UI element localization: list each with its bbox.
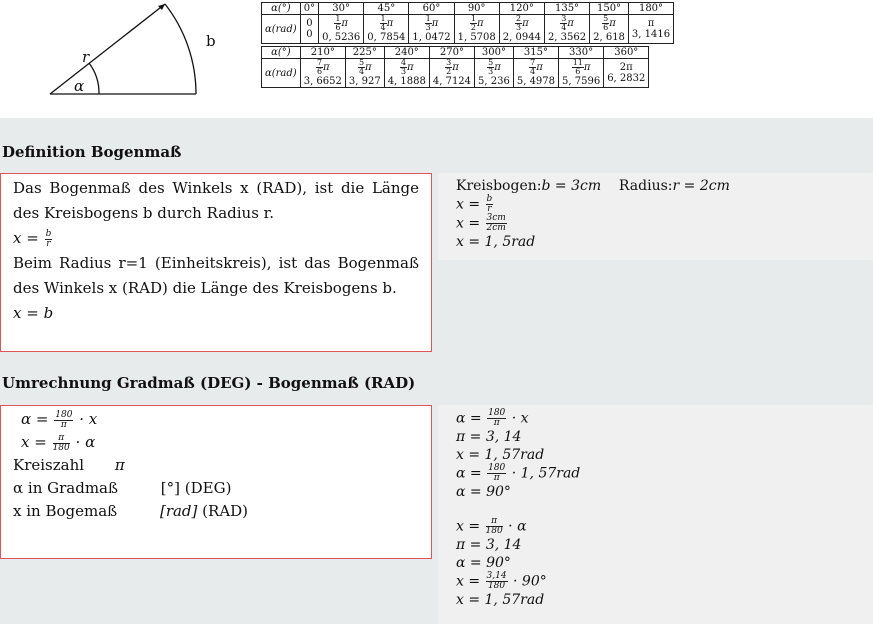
conversion-box xyxy=(0,405,432,559)
radian-cell xyxy=(604,59,649,88)
degree-cell: 45° xyxy=(364,3,409,15)
definition-text-1: Das Bogenmaß des Winkels x (RAD), ist die Länge xyxy=(13,179,419,197)
radian-cell xyxy=(384,59,429,88)
kreiszahl-row: Kreiszahl π xyxy=(13,456,125,474)
definition-text-2: des Kreisbogens b durch Radius r. xyxy=(13,204,274,222)
radian-decimal: 2, 0944 xyxy=(502,32,541,43)
degree-cell: 210° xyxy=(300,47,345,59)
example-givens: Kreisbogen:b = 3cm Radius:r = 2cm xyxy=(456,178,730,194)
radian-fraction: π xyxy=(647,18,655,29)
radian-fraction: $\frac{1}{6}$ π xyxy=(335,14,348,32)
radian-decimal: 1, 0472 xyxy=(412,32,451,43)
definition-text-3: Beim Radius r=1 (Einheitskreis), ist das Bogenmaß xyxy=(13,254,419,272)
example-panel-1 xyxy=(438,173,873,260)
radian-cell xyxy=(499,15,544,44)
radian-fraction: 2π xyxy=(619,62,633,73)
definition-formula: x = $\frac{b}{r}$ xyxy=(13,228,52,249)
radian-cell xyxy=(454,15,499,44)
definition-text-4: des Winkels x (RAD) die Länge des Kreisbogens b. xyxy=(13,279,397,297)
degree-cell: 225° xyxy=(345,47,384,59)
radian-fraction: $\frac{2}{3}$ π xyxy=(516,14,529,32)
row-header: α(rad) xyxy=(262,59,301,88)
radian-row xyxy=(262,59,649,88)
sector-diagram xyxy=(0,0,230,110)
degree-row xyxy=(262,3,674,15)
example2-formula: α = $\frac{180}{\pi}$ · x xyxy=(456,408,529,428)
degree-cell: 120° xyxy=(499,3,544,15)
radian-cell xyxy=(513,59,558,88)
degree-cell: 315° xyxy=(513,47,558,59)
radian-cell xyxy=(364,15,409,44)
angle-label: α xyxy=(74,77,85,95)
section-heading-definition: Definition Bogenmaß xyxy=(2,143,182,161)
radian-decimal: 3, 6652 xyxy=(303,76,342,87)
radian-cell xyxy=(559,59,604,88)
example3-formula: x = $\frac{\pi}{180}$ · α xyxy=(456,516,527,536)
degree-cell: 180° xyxy=(628,3,673,15)
radian-decimal: 5, 7596 xyxy=(562,76,601,87)
example3-substitution: x = $\frac{3,14}{180}$ · 90° xyxy=(456,571,547,591)
radian-fraction: $\frac{3}{2}$ π xyxy=(446,58,459,76)
radian-decimal: 0, 5236 xyxy=(322,32,361,43)
radian-fraction: $\frac{5}{4}$ π xyxy=(358,58,372,76)
angle-table-top xyxy=(261,2,674,44)
x-unit-row: x in Bogemaß [rad] (RAD) xyxy=(13,502,249,520)
example3-result: x = 1, 57rad xyxy=(456,592,545,608)
degree-cell: 270° xyxy=(429,47,474,59)
radian-fraction: $\frac{1}{2}$ π xyxy=(470,14,484,32)
formula-rad: x = $\frac{\pi}{180}$ · α xyxy=(21,432,96,453)
example-panel-2 xyxy=(438,405,873,624)
arc-label: b xyxy=(206,32,216,50)
radian-cell xyxy=(429,59,474,88)
radian-decimal: 5, 4978 xyxy=(516,76,556,87)
sector-svg xyxy=(0,0,230,110)
row-header: α(rad) xyxy=(262,15,301,44)
section-heading-conversion: Umrechnung Gradmaß (DEG) - Bogenmaß (RAD) xyxy=(2,374,416,392)
angle-table-bottom xyxy=(261,46,649,88)
example-result: x = 1, 5rad xyxy=(456,234,536,250)
radian-decimal: 2, 618 xyxy=(593,32,625,43)
radian-fraction: $\frac{5}{6}$ π xyxy=(603,14,616,32)
degree-cell: 330° xyxy=(559,47,604,59)
formula-deg: α = $\frac{180}{\pi}$ · x xyxy=(21,409,98,430)
alpha-unit-row: α in Gradmaß [°] (DEG) xyxy=(13,479,232,497)
radian-fraction: $\frac{5}{3}$ π xyxy=(488,58,501,76)
degree-cell: 0° xyxy=(300,3,318,15)
row-header: α(°) xyxy=(262,47,301,59)
degree-cell: 135° xyxy=(544,3,589,15)
example-substitution: x = $\frac{3cm}{2cm}$ xyxy=(456,213,506,233)
example2-substitution: α = $\frac{180}{\pi}$ · 1, 57rad xyxy=(456,463,581,483)
radian-fraction: $\frac{3}{4}$ π xyxy=(561,14,574,32)
radian-cell xyxy=(544,15,589,44)
radian-cell xyxy=(345,59,384,88)
radian-decimal: 0, 7854 xyxy=(367,32,406,43)
degree-cell: 300° xyxy=(475,47,514,59)
example-formula: x = $\frac{b}{r}$ xyxy=(456,194,493,214)
radian-decimal: 1, 5708 xyxy=(457,32,496,43)
radian-decimal: 5, 236 xyxy=(478,76,510,87)
radian-cell xyxy=(319,15,364,44)
radian-decimal: 3, 1416 xyxy=(631,29,671,40)
radian-fraction: $\frac{1}{4}$ π xyxy=(380,14,394,32)
degree-cell: 30° xyxy=(319,3,364,15)
fraction: $\frac{b}{r}$ xyxy=(45,228,52,249)
example3-alpha: α = 90° xyxy=(456,555,511,571)
example3-pi: π = 3, 14 xyxy=(456,537,522,553)
radian-cell xyxy=(300,15,318,44)
definition-box xyxy=(0,173,432,352)
example2-x: x = 1, 57rad xyxy=(456,447,545,463)
radian-cell xyxy=(590,15,629,44)
example2-pi: π = 3, 14 xyxy=(456,429,522,445)
radian-fraction: $\frac{7}{4}$ π xyxy=(530,58,543,76)
radian-cell xyxy=(300,59,345,88)
example2-result: α = 90° xyxy=(456,484,511,500)
radian-fraction: $\frac{11}{6}$ π xyxy=(572,58,591,76)
degree-cell: 90° xyxy=(454,3,499,15)
radian-fraction: $\frac{1}{3}$ π xyxy=(425,14,439,32)
radian-decimal: 6, 2832 xyxy=(607,73,646,84)
radian-decimal: 3, 927 xyxy=(348,76,381,87)
definition-formula-2: x = b xyxy=(13,304,54,322)
radian-cell xyxy=(475,59,514,88)
radian-decimal: 4, 7124 xyxy=(432,76,472,87)
radius-label: r xyxy=(82,48,90,66)
degree-row xyxy=(262,47,649,59)
radian-fraction: $\frac{7}{6}$ π xyxy=(316,58,330,76)
degree-cell: 150° xyxy=(590,3,629,15)
radian-cell xyxy=(628,15,673,44)
radian-decimal: 4, 1888 xyxy=(387,76,426,87)
radian-row xyxy=(262,15,674,44)
radian-cell xyxy=(409,15,454,44)
radian-fraction: 0 xyxy=(306,18,313,29)
degree-cell: 240° xyxy=(384,47,429,59)
degree-cell: 360° xyxy=(604,47,649,59)
row-header: α(°) xyxy=(262,3,301,15)
radian-decimal: 2, 3562 xyxy=(547,32,587,43)
radian-decimal: 0 xyxy=(306,29,313,40)
degree-cell: 60° xyxy=(409,3,454,15)
radian-fraction: $\frac{4}{3}$ π xyxy=(400,58,414,76)
